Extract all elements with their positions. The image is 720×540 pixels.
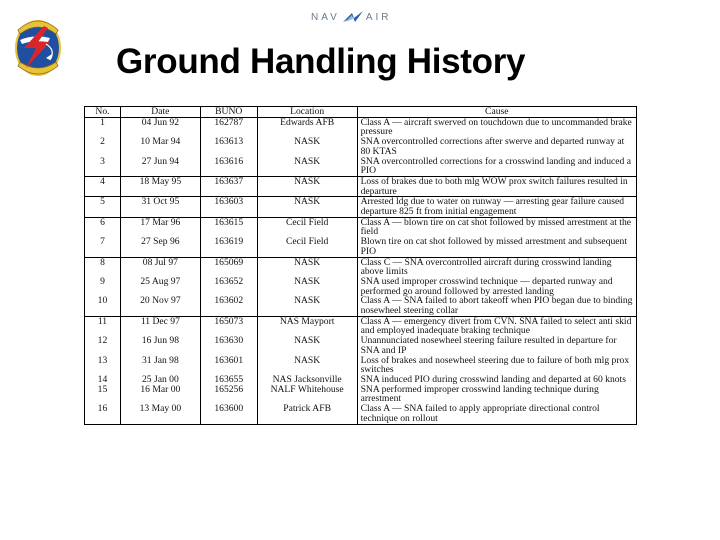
- cell-cause: Arrested ldg due to water on runway — arresting gear failure caused departure 825 ft from initial engagement: [357, 197, 636, 217]
- cell-cause: Class A — SNA failed to apply appropriate directional control technique on rollout: [357, 404, 636, 424]
- cell-location: NASK: [257, 296, 357, 316]
- cell-buno: 163613: [200, 137, 257, 156]
- ground-handling-table: [84, 106, 637, 425]
- cell-date: 27 Jun 94: [120, 157, 200, 177]
- table-header-row: [85, 107, 637, 118]
- table-row: [85, 277, 637, 296]
- column-header-location: Location: [257, 107, 357, 118]
- cell-location: Cecil Field: [257, 217, 357, 237]
- navair-brand: [311, 10, 392, 24]
- table-row: [85, 257, 637, 277]
- cell-cause: SNA performed improper crosswind landing technique during arrestment: [357, 385, 636, 404]
- cell-cause: SNA overcontrolled corrections for a crosswind landing and induced a PIO: [357, 157, 636, 177]
- cell-cause: Unannunciated nosewheel steering failure resulted in departure for SNA and IP: [357, 336, 636, 355]
- cell-date: 16 Jun 98: [120, 336, 200, 355]
- cell-date: 20 Nov 97: [120, 296, 200, 316]
- table-row: [85, 316, 637, 336]
- cell-cause: Class A — blown tire on cat shot followed by missed arrestment at the field: [357, 217, 636, 237]
- cell-buno: 165069: [200, 257, 257, 277]
- cell-cause: Class A — aircraft swerved on touchdown due to uncommanded brake pressure: [357, 117, 636, 137]
- cell-buno: 163600: [200, 404, 257, 424]
- cell-no: 16: [85, 404, 121, 424]
- cell-cause: Class A — SNA failed to abort takeoff when PIO began due to binding nosewheel steering collar: [357, 296, 636, 316]
- cell-buno: 163619: [200, 237, 257, 257]
- ground-handling-table-container: [84, 106, 637, 425]
- cell-no: 2: [85, 137, 121, 156]
- cell-location: NASK: [257, 277, 357, 296]
- cell-location: Cecil Field: [257, 237, 357, 257]
- cell-date: 25 Aug 97: [120, 277, 200, 296]
- cell-no: 9: [85, 277, 121, 296]
- cell-location: NAS Mayport: [257, 316, 357, 336]
- cell-no: 14: [85, 375, 121, 385]
- cell-no: 6: [85, 217, 121, 237]
- cell-no: 8: [85, 257, 121, 277]
- cell-location: Patrick AFB: [257, 404, 357, 424]
- cell-cause: SNA overcontrolled corrections after swerve and departed runway at 80 KTAS: [357, 137, 636, 156]
- cell-buno: 163602: [200, 296, 257, 316]
- cell-location: NASK: [257, 356, 357, 375]
- cell-no: 11: [85, 316, 121, 336]
- table-row: [85, 385, 637, 404]
- navair-left-text: NAV: [311, 11, 340, 23]
- cell-no: 15: [85, 385, 121, 404]
- cell-date: 04 Jun 92: [120, 117, 200, 137]
- cell-date: 31 Jan 98: [120, 356, 200, 375]
- table-row: [85, 336, 637, 355]
- cell-location: Edwards AFB: [257, 117, 357, 137]
- table-row: [85, 197, 637, 217]
- cell-date: 25 Jan 00: [120, 375, 200, 385]
- table-row: [85, 176, 637, 196]
- cell-date: 18 May 95: [120, 176, 200, 196]
- cell-location: NALF Whitehouse: [257, 385, 357, 404]
- cell-no: 12: [85, 336, 121, 355]
- cell-no: 4: [85, 176, 121, 196]
- cell-cause: SNA induced PIO during crosswind landing and departed at 60 knots: [357, 375, 636, 385]
- cell-date: 10 Mar 94: [120, 137, 200, 156]
- cell-location: NASK: [257, 336, 357, 355]
- cell-location: NASK: [257, 157, 357, 177]
- cell-cause: Class A — emergency divert from CVN. SNA failed to select anti skid and employed inadequate braking technique: [357, 316, 636, 336]
- cell-buno: 163655: [200, 375, 257, 385]
- table-row: [85, 404, 637, 424]
- column-header-buno: BUNO: [200, 107, 257, 118]
- navair-wing-icon: [342, 10, 364, 24]
- column-header-no: No.: [85, 107, 121, 118]
- cell-cause: SNA used improper crosswind technique — departed runway and performed go around followed by arrested landing: [357, 277, 636, 296]
- cell-date: 31 Oct 95: [120, 197, 200, 217]
- cell-cause: Loss of brakes and nosewheel steering due to failure of both mlg prox switches: [357, 356, 636, 375]
- cell-location: NAS Jacksonville: [257, 375, 357, 385]
- cell-buno: 163615: [200, 217, 257, 237]
- table-row: [85, 217, 637, 237]
- cell-date: 17 Mar 96: [120, 217, 200, 237]
- column-header-date: Date: [120, 107, 200, 118]
- table-row: [85, 117, 637, 137]
- table-row: [85, 137, 637, 156]
- cell-no: 10: [85, 296, 121, 316]
- cell-buno: 165073: [200, 316, 257, 336]
- cell-no: 13: [85, 356, 121, 375]
- cell-no: 3: [85, 157, 121, 177]
- cell-cause: Blown tire on cat shot followed by missed arrestment and subsequent PIO: [357, 237, 636, 257]
- cell-buno: 163616: [200, 157, 257, 177]
- table-row: [85, 296, 637, 316]
- navair-right-text: AIR: [365, 11, 392, 23]
- cell-date: 13 May 00: [120, 404, 200, 424]
- cell-no: 5: [85, 197, 121, 217]
- cell-buno: 163630: [200, 336, 257, 355]
- table-row: [85, 237, 637, 257]
- cell-date: 08 Jul 97: [120, 257, 200, 277]
- cell-buno: 165256: [200, 385, 257, 404]
- cell-location: NASK: [257, 197, 357, 217]
- cell-buno: 162787: [200, 117, 257, 137]
- cell-date: 11 Dec 97: [120, 316, 200, 336]
- cell-location: NASK: [257, 176, 357, 196]
- table-row: [85, 157, 637, 177]
- table-row: [85, 356, 637, 375]
- cell-date: 27 Sep 96: [120, 237, 200, 257]
- page-title: Ground Handling History: [116, 42, 526, 81]
- cell-location: NASK: [257, 257, 357, 277]
- cell-buno: 163637: [200, 176, 257, 196]
- cell-date: 16 Mar 00: [120, 385, 200, 404]
- cell-no: 7: [85, 237, 121, 257]
- cell-buno: 163603: [200, 197, 257, 217]
- cell-no: 1: [85, 117, 121, 137]
- cell-cause: Loss of brakes due to both mlg WOW prox switch failures resulted in departure: [357, 176, 636, 196]
- column-header-cause: Cause: [357, 107, 636, 118]
- cell-buno: 163601: [200, 356, 257, 375]
- cell-cause: Class C — SNA overcontrolled aircraft during crosswind landing above limits: [357, 257, 636, 277]
- cell-buno: 163652: [200, 277, 257, 296]
- squadron-patch-icon: [10, 8, 66, 84]
- cell-location: NASK: [257, 137, 357, 156]
